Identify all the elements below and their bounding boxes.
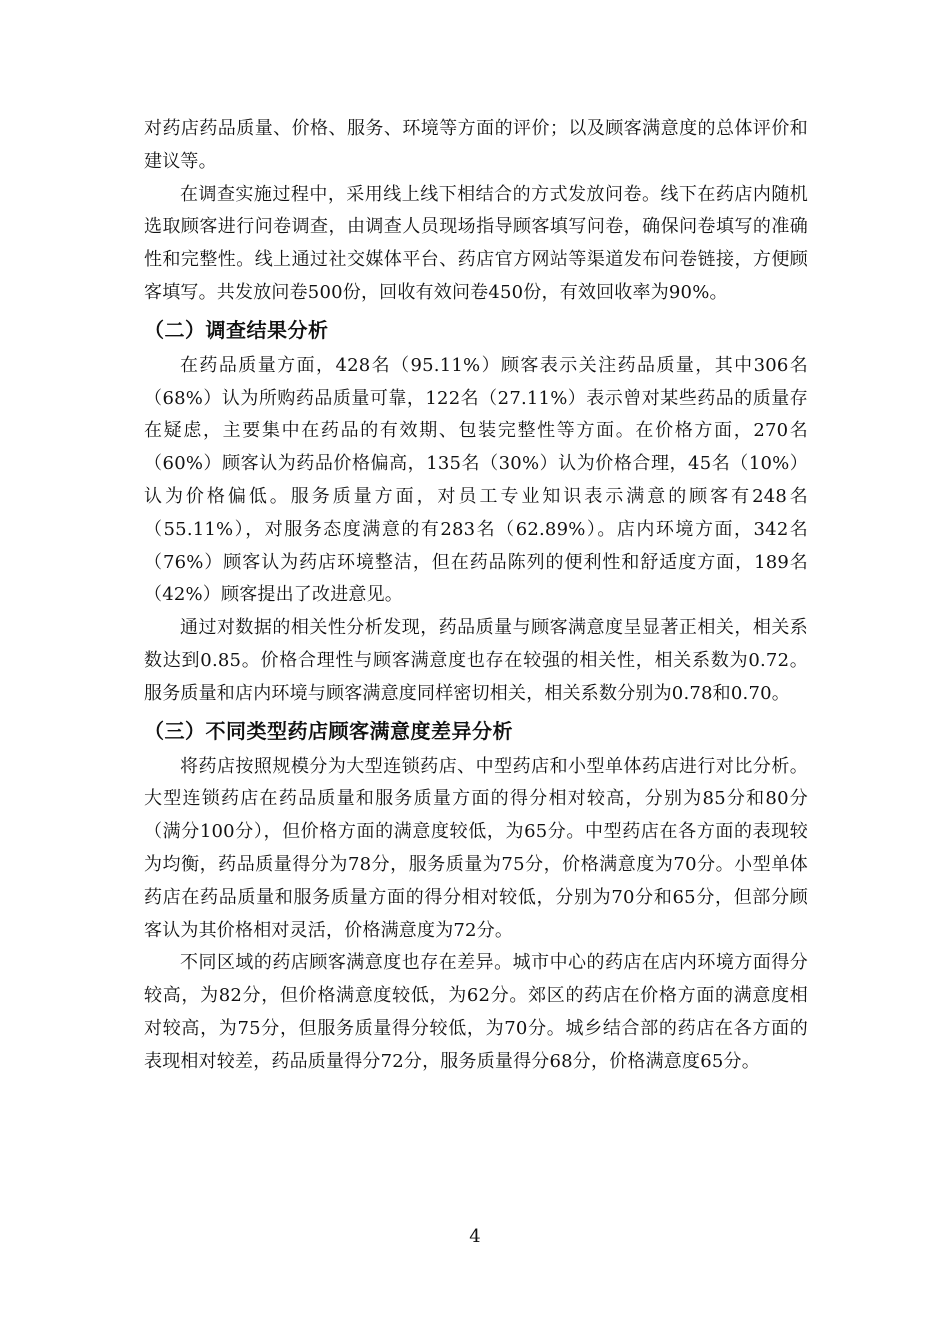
- paragraph-correlation-analysis: 通过对数据的相关性分析发现，药品质量与顾客满意度呈显著正相关，相关系数达到0.85。价格合理性与顾客满意度也存在较强的相关性，相关系数为0.72。服务质量和店内环境与顾客满意度同样密切相关，相关系数分别为0.78和0.70。: [144, 617, 808, 704]
- page-content: [144, 113, 808, 1079]
- paragraph-region-comparison: 不同区域的药店顾客满意度也存在差异。城市中心的药店在店内环境方面得分较高，为82分，但价格满意度较低，为62分。郊区的药店在价格方面的满意度相对较高，为75分，但服务质量得分较低，为70分。城乡结合部的药店在各方面的表现相对较差，药品质量得分72分，服务质量得分68分，价格满意度65分。: [144, 952, 808, 1072]
- paragraph-size-comparison: 将药店按照规模分为大型连锁药店、中型药店和小型单体药店进行对比分析。大型连锁药店在药品质量和服务质量方面的得分相对较高，分别为85分和80分（满分100分），但价格方面的满意度较低，为65分。中型药店在各方面的表现较为均衡，药品质量得分为78分，服务质量为75分，价格满意度为70分。小型单体药店在药品质量和服务质量方面的得分相对较低，分别为70分和65分，但部分顾客认为其价格相对灵活，价格满意度为72分。: [144, 755, 808, 941]
- section-heading-differences: （三）不同类型药店顾客满意度差异分析: [144, 718, 513, 743]
- section-heading-results: （二）调查结果分析: [144, 317, 329, 342]
- paragraph-results-detail: 在药品质量方面，428名（95.11%）顾客表示关注药品质量，其中306名（68%）认为所购药品质量可靠，122名（27.11%）表示曾对某些药品的质量存在疑虑，主要集中在药品的有效期、包装完整性等方面。在价格方面，270名（60%）顾客认为药品价格偏高，135名（30%）认为价格合理，45名（10%）认为价格偏低。服务质量方面，对员工专业知识表示满意的顾客有248名（55.11%），对服务态度满意的有283名（62.89%）。店内环境方面，342名（76%）顾客认为药店环境整洁，但在药品陈列的便利性和舒适度方面，189名（42%）顾客提出了改进意见。: [144, 354, 808, 606]
- page-number: 4: [469, 1226, 481, 1247]
- paragraph-survey-content: 对药店药品质量、价格、服务、环境等方面的评价；以及顾客满意度的总体评价和建议等。: [144, 118, 808, 172]
- paragraph-survey-implementation: 在调查实施过程中，采用线上线下相结合的方式发放问卷。线下在药店内随机选取顾客进行问卷调查，由调查人员现场指导顾客填写问卷，确保问卷填写的准确性和完整性。线上通过社交媒体平台、药店官方网站等渠道发布问卷链接，方便顾客填写。共发放问卷500份，回收有效问卷450份，有效回收率为90%。: [144, 183, 808, 303]
